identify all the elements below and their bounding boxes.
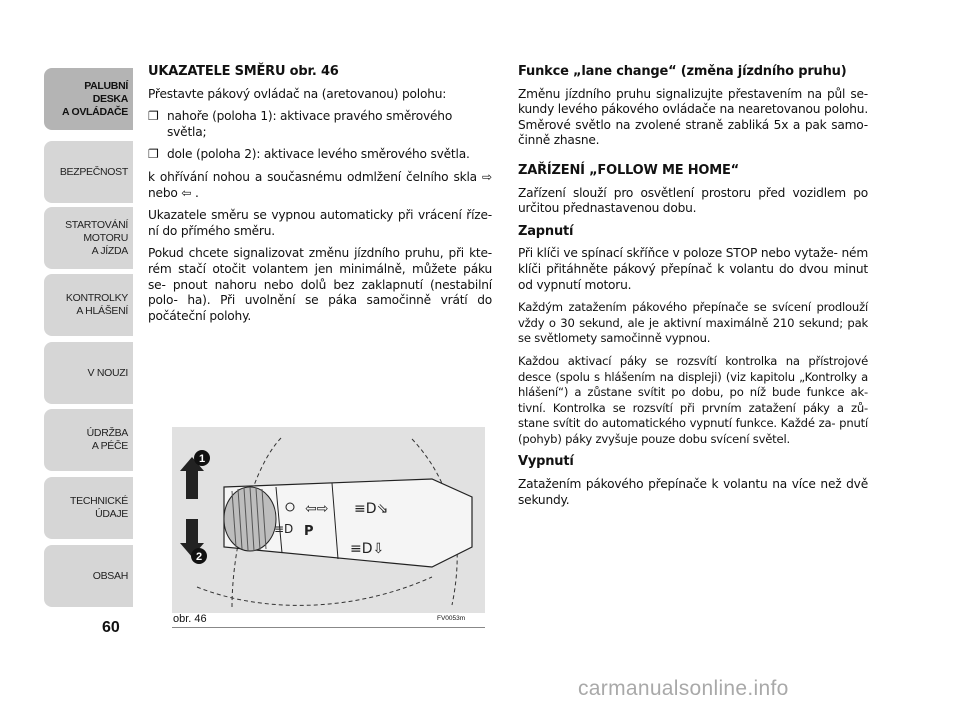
right-column (518, 64, 868, 515)
svg-text:⇦⇨: ⇦⇨ (305, 501, 329, 517)
figure-lever-illustration (172, 427, 485, 613)
sidebar-item-v-nouzi[interactable] (44, 342, 133, 404)
sidebar-item-label: OBSAH (92, 569, 128, 582)
sidebar-item-technicke-udaje[interactable] (44, 477, 133, 539)
paragraph: Ukazatele směru se vypnou automaticky při vrácení říze- ní do přímého směru. (148, 208, 492, 238)
paragraph: Zařízení slouží pro osvětlení prostoru před vozidlem po určitou přednastavenou dobu. (518, 185, 868, 216)
sidebar-item-label: BEZPEČNOST (59, 165, 128, 178)
list-item (148, 147, 492, 163)
lever-drawing (172, 427, 485, 613)
subsection-heading: Vypnutí (518, 454, 574, 470)
sidebar-item-label: TECHNICKÉ ÚDAJE (70, 495, 128, 520)
svg-text:≡D⇩: ≡D⇩ (350, 541, 385, 557)
sidebar-item-kontrolky[interactable] (44, 274, 133, 336)
page-number: 60 (102, 619, 120, 636)
paragraph: Každým zatažením pákového přepínače se svícení prodlouží vždy o 30 sekund, ale je aktivní maximálně 210 sekund; pak se světlomety samočinně vypnou. (518, 300, 868, 346)
section-heading: UKAZATELE SMĚRU obr. 46 (148, 64, 339, 79)
left-column (148, 64, 492, 331)
subsection-heading: Zapnutí (518, 223, 574, 239)
sidebar-item-bezpecnost[interactable] (44, 141, 133, 203)
sidebar-item-palubni-deska[interactable] (44, 68, 133, 130)
sidebar-item-udrzba[interactable] (44, 409, 133, 471)
sidebar-item-startovani[interactable] (44, 207, 133, 269)
sidebar-item-obsah[interactable] (44, 545, 133, 607)
paragraph: Pokud chcete signalizovat změnu jízdního pruhu, při kte- rém stačí otočit volantem jen minimálně, můžete páku se- pnout nahoru nebo dolů bez zaklapnutí (nestabilní polo- ha). Při uvolnění se páka samočinně vrátí do počáteční polohy. (148, 246, 492, 323)
paragraph: Změnu jízdního pruhu signalizujte přestavením na půl se- kundy levého pákového ovládače na nearetovanou polohu. Směrové světlo na zvolené straně zabliká 5x a pak samo- činně zhasne. (518, 86, 868, 148)
svg-text:≡D: ≡D (274, 522, 294, 536)
list-item-text: nahoře (poloha 1): aktivace pravého směrového světla; (167, 109, 453, 139)
sidebar-item-label: V NOUZI (87, 366, 128, 379)
sidebar-item-label: ÚDRŽBA A PÉČE (86, 427, 128, 452)
paragraph: Zatažením pákového přepínače k volantu na více než dvě sekundy. (518, 477, 868, 507)
watermark: carmanualsonline.info (578, 677, 789, 700)
list-item (148, 109, 492, 140)
checkbox-bullet-icon: ❐ (148, 147, 159, 162)
sidebar-item-label: PALUBNÍ DESKA A OVLÁDAČE (61, 79, 128, 118)
figure-rule (172, 627, 485, 628)
section-heading: Funkce „lane change“ (změna jízdního pruhu) (518, 64, 847, 79)
paragraph: Přestavte pákový ovládač na (aretovanou) polohu: (148, 86, 447, 101)
svg-text:2: 2 (195, 551, 203, 563)
figure-caption: obr. 46 (173, 613, 207, 625)
svg-text:1: 1 (198, 453, 206, 465)
sidebar-item-label: STARTOVÁNÍ MOTORU A JÍZDA (65, 218, 128, 257)
checkbox-bullet-icon: ❐ (148, 109, 159, 124)
list-item-text: dole (poloha 2): aktivace levého směrového světla. (167, 147, 470, 162)
svg-text:P: P (304, 524, 314, 539)
sidebar-item-label: KONTROLKY A HLÁŠENÍ (65, 292, 128, 317)
paragraph: k ohřívání nohou a současnému odmlžení čelního skla ⇨ nebo ⇦ . (148, 169, 492, 200)
figure-code: FV0053m (437, 615, 466, 622)
paragraph: Při klíči ve spínací skříňce v poloze STOP nebo vytaže- ném klíči přitáhněte pákový přepínač k volantu do dvou minut od vypnutí motoru. (518, 246, 868, 292)
svg-text:≡D⇘: ≡D⇘ (354, 501, 389, 517)
section-heading: ZAŘÍZENÍ „FOLLOW ME HOME“ (518, 162, 740, 178)
paragraph: Každou aktivací páky se rozsvítí kontrolka na přístrojové desce (spolu s hlášením na displeji) (viz kapitolu „Kontrolky a hlášení“) a zůstane svítit po dobu, po níž bude funkce ak- tivní. Kontrolka se rozsvítí při prvním zatažení páky a zů- stane svítit do automatického vypnutí funkce. Každé za- pnutí (pohyb) páky zvyšuje pouze dobu svícení světel. (518, 353, 868, 446)
